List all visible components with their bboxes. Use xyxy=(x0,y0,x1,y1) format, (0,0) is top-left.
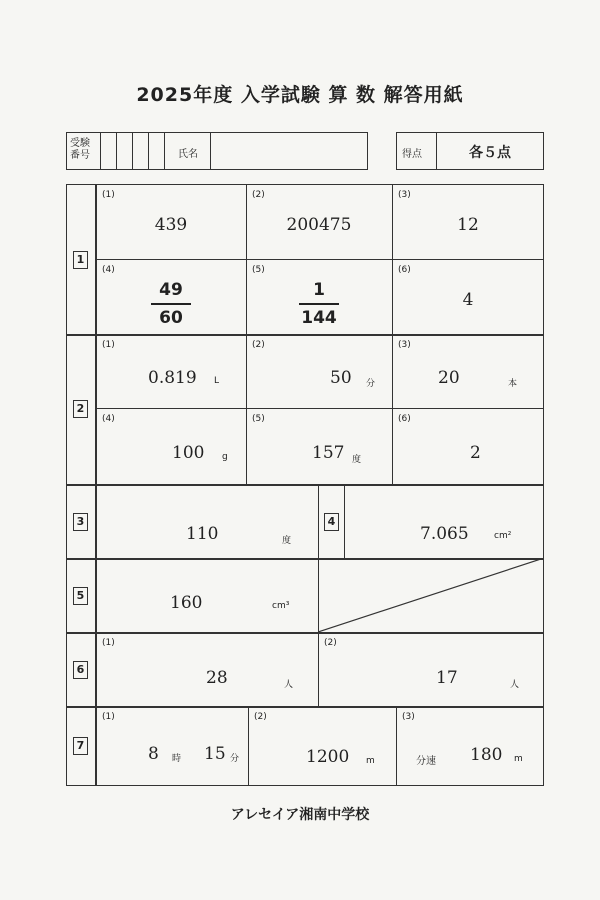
name-field[interactable] xyxy=(212,134,366,168)
section-3-number: 3 xyxy=(73,513,88,531)
answer-value: 12 xyxy=(457,215,479,235)
q-label: (4) xyxy=(102,414,115,424)
minutes-value: 15 xyxy=(204,744,226,764)
answer-value: 7.065 xyxy=(420,524,469,544)
section-7-number: 7 xyxy=(73,737,88,755)
school-name: アレセイア湘南中学校 xyxy=(230,807,370,823)
q-label: (3) xyxy=(398,340,411,350)
q-label: (1) xyxy=(102,340,115,350)
section-5-number: 5 xyxy=(73,587,88,605)
section-1-number: 1 xyxy=(73,251,88,269)
q-label: (1) xyxy=(102,190,115,200)
q-label: (3) xyxy=(398,190,411,200)
exam-number-label: 受験 番号 xyxy=(70,138,90,161)
unit-label: m xyxy=(366,756,375,766)
unit-label: 度 xyxy=(282,536,292,546)
unit-label: 人 xyxy=(284,680,294,690)
answer-value: 110 xyxy=(186,524,219,544)
unit-label: g xyxy=(222,452,228,462)
q-label: (2) xyxy=(252,190,265,200)
blank-diagonal xyxy=(318,558,544,632)
answer-value: 17 xyxy=(436,668,458,688)
unit-label: cm² xyxy=(494,531,512,541)
answer-value: 180 xyxy=(470,745,503,765)
answer-value: 200475 xyxy=(286,215,352,235)
q-label: (2) xyxy=(324,638,337,648)
unit-label: 分 xyxy=(366,379,376,389)
q-label: (5) xyxy=(252,265,265,275)
answer-value: 100 xyxy=(172,443,205,463)
page-title: 2025年度 入学試験 算 数 解答用紙 xyxy=(136,84,464,106)
section-2-number: 2 xyxy=(73,400,88,418)
answer-value: 4 xyxy=(462,290,474,310)
unit-label: 時 xyxy=(172,754,182,764)
hours-value: 8 xyxy=(148,744,159,764)
answer-value: 1200 xyxy=(306,747,350,767)
answer-value: 2 xyxy=(470,443,481,463)
unit-label: 本 xyxy=(508,379,518,389)
unit-label: 度 xyxy=(352,455,362,465)
q-label: (5) xyxy=(252,414,265,424)
unit-label: 分 xyxy=(230,754,240,764)
q-label: (6) xyxy=(398,265,411,275)
q-label: (2) xyxy=(254,712,267,722)
unit-label: cm³ xyxy=(272,601,290,611)
q-label: (6) xyxy=(398,414,411,424)
name-label: 氏名 xyxy=(178,149,198,160)
section-4-number: 4 xyxy=(324,513,339,531)
answer-value: 20 xyxy=(438,368,460,388)
points-label: 各５点 xyxy=(469,145,511,161)
q-label: (4) xyxy=(102,265,115,275)
speed-prefix: 分速 xyxy=(416,756,436,767)
unit-label: L xyxy=(214,376,220,386)
q-label: (1) xyxy=(102,712,115,722)
answer-value: 50 xyxy=(330,368,352,388)
unit-label: 人 xyxy=(510,680,520,690)
q-label: (2) xyxy=(252,340,265,350)
fraction-answer: 1 144 xyxy=(246,280,392,328)
answer-value: 439 xyxy=(154,215,188,235)
q-label: (1) xyxy=(102,638,115,648)
answer-value: 157 xyxy=(312,443,345,463)
answer-value: 160 xyxy=(170,593,203,613)
answer-value: 0.819 xyxy=(148,368,197,388)
q-label: (3) xyxy=(402,712,415,722)
score-label: 得点 xyxy=(402,149,422,160)
unit-label: m xyxy=(514,754,523,764)
answer-value: 28 xyxy=(206,668,228,688)
fraction-answer: 49 60 xyxy=(96,280,246,328)
section-6-number: 6 xyxy=(73,661,88,679)
